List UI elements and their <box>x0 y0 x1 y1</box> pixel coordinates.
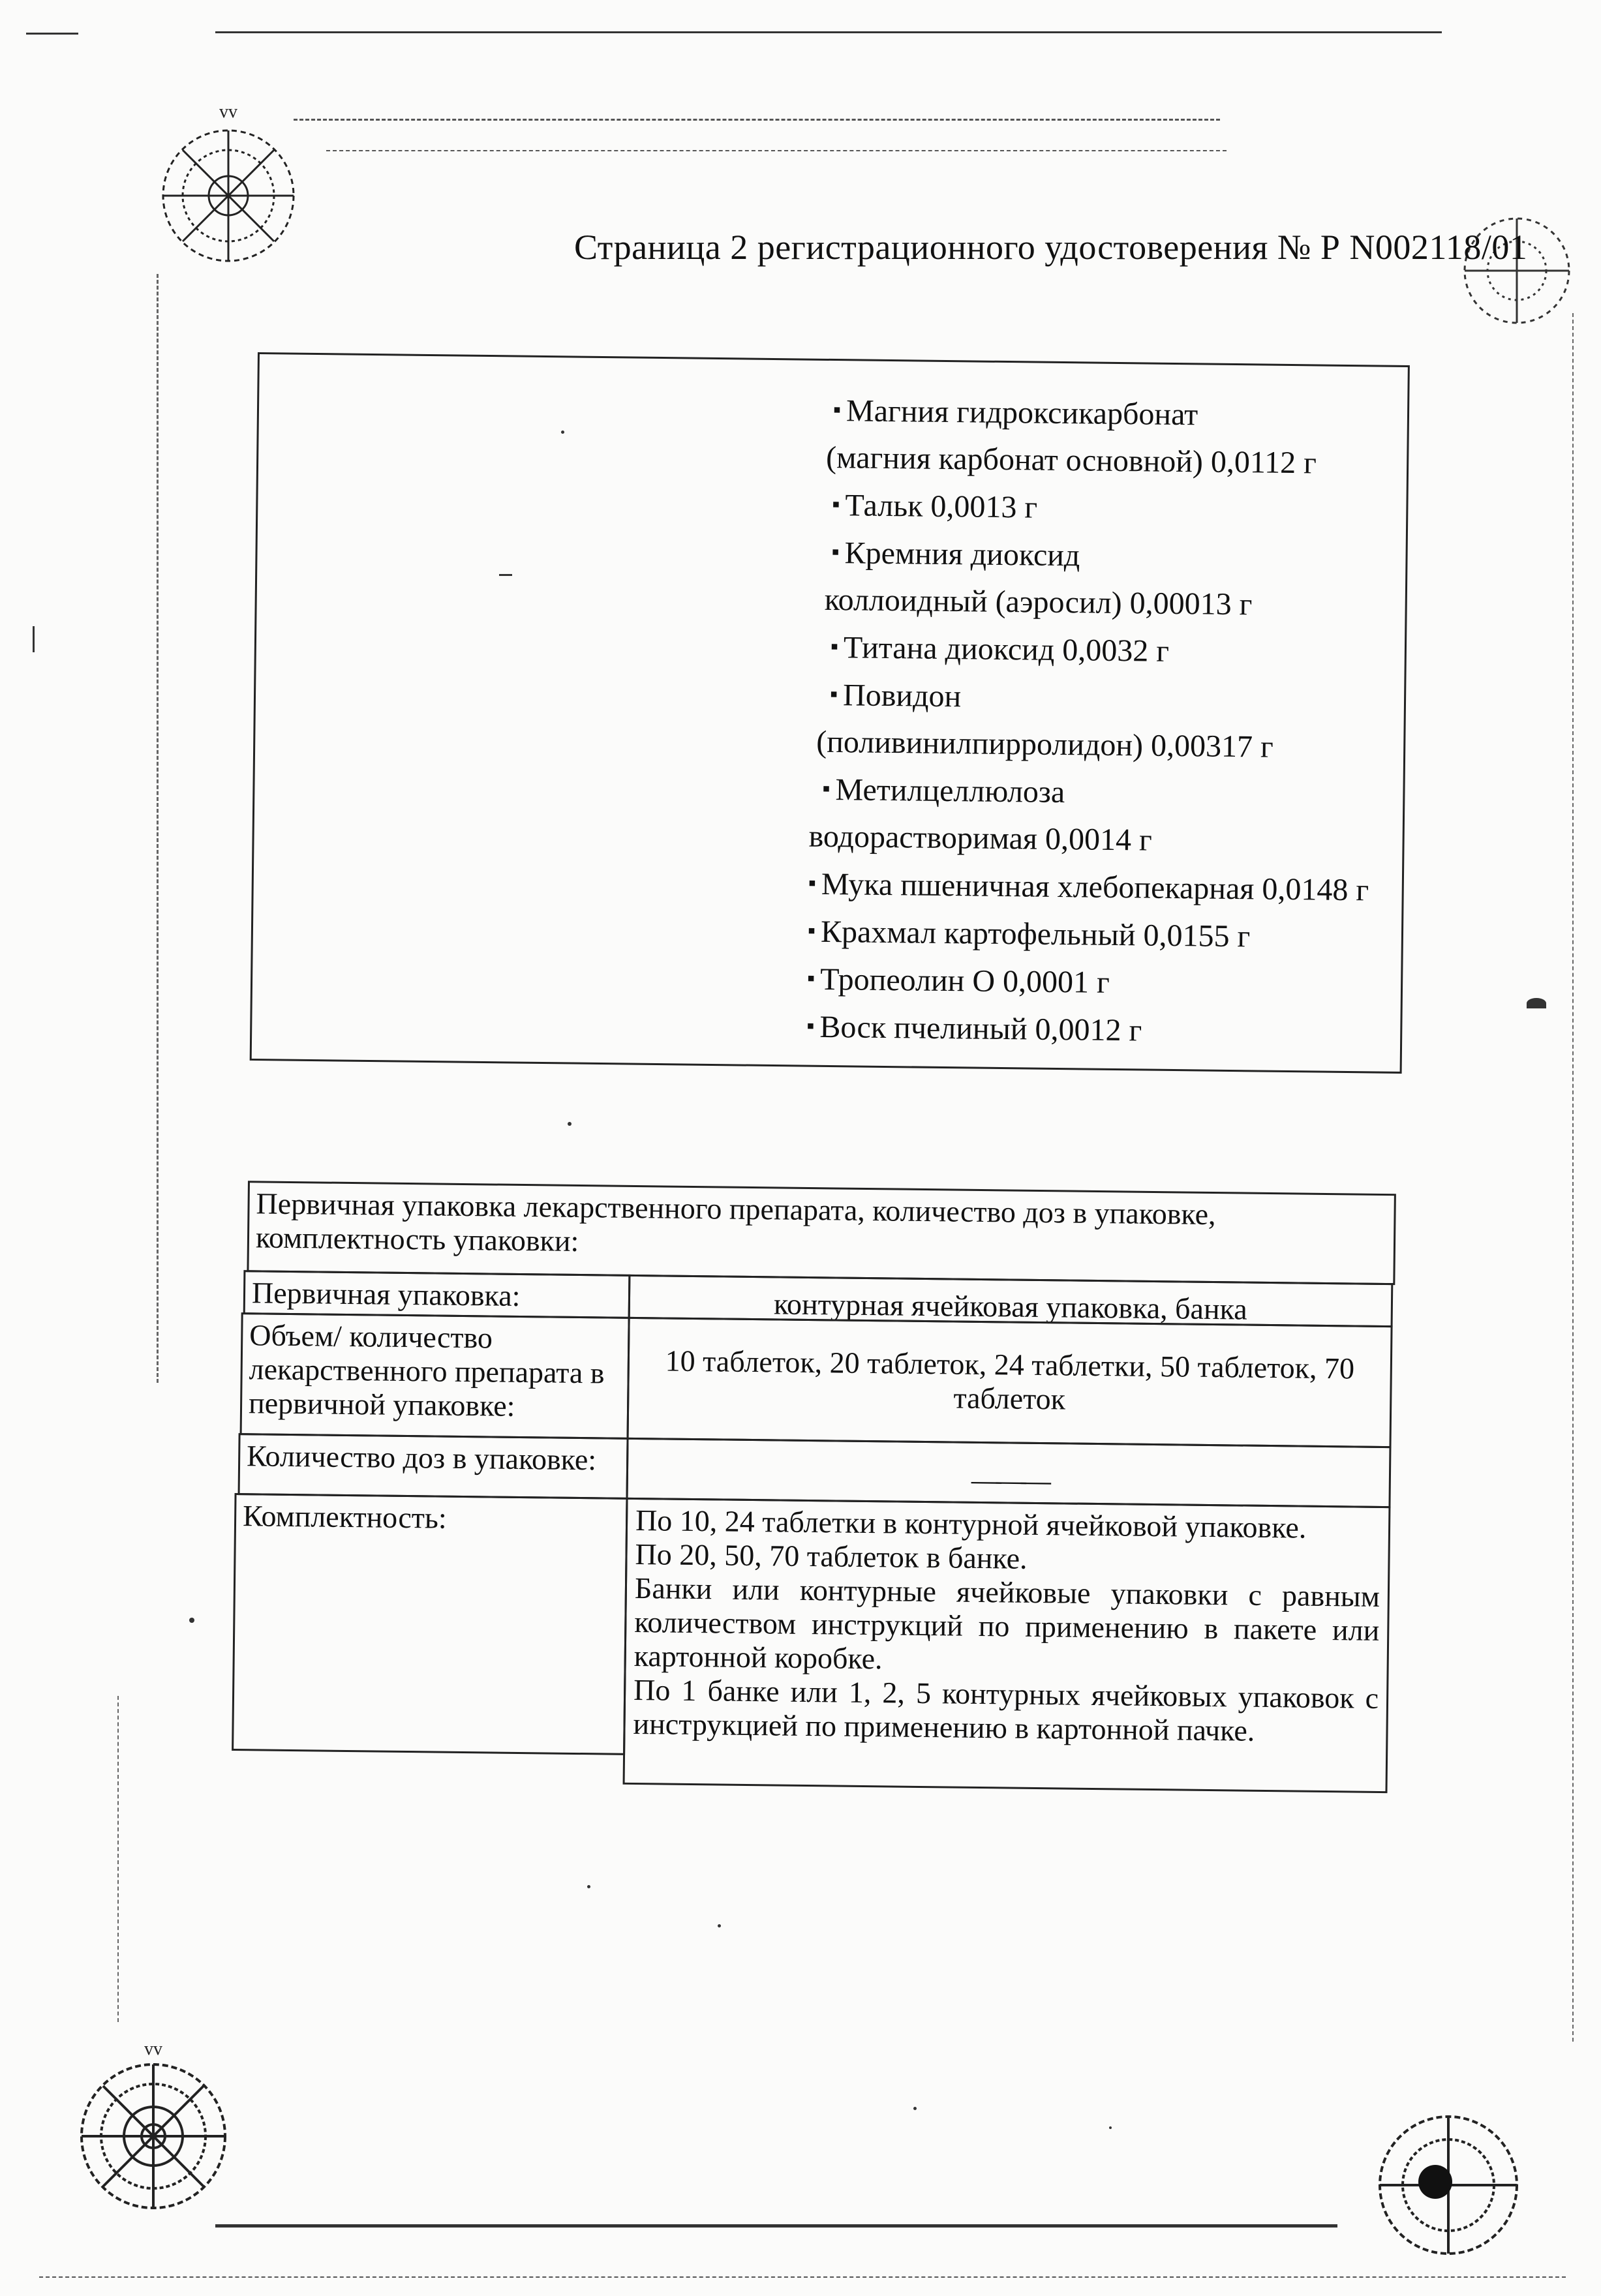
seal-top-right-icon <box>1442 196 1592 346</box>
scan-speck <box>568 1122 572 1126</box>
packaging-table <box>228 1181 1396 1813</box>
ingredient-line: ▪ Метилцеллюлоза <box>822 772 1065 810</box>
scan-speck <box>499 574 512 576</box>
svg-text:vv: vv <box>144 2039 162 2059</box>
scan-speck <box>913 2107 917 2110</box>
ingredient-line: ▪ Тропеолин О 0,0001 г <box>806 961 1110 1000</box>
ingredient-line: ▪ Повидон <box>829 678 962 714</box>
top-dashed-line-2 <box>326 150 1227 151</box>
packaging-table-title: Первичная упаковка лекарственного препарата, количество доз в упаковке, комплектность упаковки: <box>247 1181 1395 1285</box>
row-value-completeness <box>623 1498 1391 1793</box>
ingredient-line: ▪ Воск пчелиный 0,0012 г <box>806 1009 1142 1048</box>
bullet-icon: ▪ <box>830 634 839 659</box>
row-label-dose-count: Количество доз в упаковке: <box>238 1433 629 1500</box>
completeness-line: По 20, 50, 70 таблеток в банке. <box>635 1537 1028 1575</box>
bullet-icon: ▪ <box>832 398 842 423</box>
scan-speck <box>718 1924 721 1927</box>
scan-speck <box>1527 998 1546 1008</box>
ingredient-line: ▪ Мука пшеничная хлебопекарная 0,0148 г <box>808 866 1369 908</box>
bullet-icon: ▪ <box>806 1014 815 1038</box>
ingredient-line: водорастворимая 0,0014 г <box>808 819 1153 858</box>
bullet-icon: ▪ <box>822 776 831 801</box>
page-header: Страница 2 регистрационного удостоверения № Р N002118/01 <box>574 228 1528 267</box>
bullet-icon: ▪ <box>832 492 840 517</box>
svg-text:vv: vv <box>219 102 237 122</box>
bullet-icon: ▪ <box>807 918 816 943</box>
bottom-edge-line <box>215 2224 1337 2228</box>
composition-box <box>250 352 1410 1074</box>
ingredient-line: ▪ Магния гидроксикарбонат <box>832 393 1198 432</box>
row-value-dose-count: ——— <box>626 1438 1391 1508</box>
scan-speck <box>561 430 564 434</box>
seal-top-left-icon <box>130 98 326 294</box>
seal-bottom-right-icon <box>1350 2087 1546 2270</box>
ingredient-line: коллоидный (аэросил) 0,00013 г <box>824 582 1253 622</box>
ingredient-line: (поливинилпирролидон) 0,00317 г <box>816 724 1274 764</box>
right-dashed-line <box>1572 313 1574 2042</box>
left-dashed-line <box>157 274 159 1383</box>
ingredient-line: ▪ Титана диоксид 0,0032 г <box>830 630 1170 669</box>
completeness-line: По 1 банке или 1, 2, 5 контурных ячейковых упаковок с инструкцией по применению в картонной пачке. <box>633 1672 1379 1747</box>
scan-speck <box>189 1618 194 1623</box>
top-left-mark <box>26 33 78 35</box>
seal-bottom-left-icon <box>59 2035 248 2231</box>
bullet-icon: ▪ <box>806 966 816 991</box>
row-label-completeness: Комплектность: <box>232 1493 628 1755</box>
scan-speck <box>33 626 35 652</box>
completeness-line: По 10, 24 таблетки в контурной ячейковой упаковке. <box>635 1503 1307 1545</box>
bottom-dashed-line <box>39 2276 1566 2278</box>
top-dashed-line <box>294 119 1220 121</box>
completeness-line: Банки или контурные ячейковые упаковки с равным количеством инструкций по применению в пакете или картонной коробке. <box>633 1571 1380 1676</box>
ingredient-line: ▪ Тальк 0,0013 г <box>832 488 1038 525</box>
bullet-icon: ▪ <box>808 871 817 896</box>
row-label-volume: Объем/ количество лекарственного препарата в первичной упаковке: <box>240 1312 630 1440</box>
bullet-icon: ▪ <box>829 682 838 707</box>
row-label-primary-package: Первичная упаковка: <box>243 1270 631 1319</box>
ingredient-line: ▪ Кремния диоксид <box>831 536 1080 573</box>
top-edge-line <box>215 31 1442 33</box>
left-dashed-line-lower <box>117 1696 119 2022</box>
ingredient-line: (магния карбонат основной) 0,0112 г <box>825 440 1317 481</box>
row-value-primary-package: контурная ячейковая упаковка, банка <box>628 1275 1394 1327</box>
scan-speck <box>587 1885 590 1888</box>
ingredient-list <box>806 387 1420 1057</box>
ingredient-line: ▪ Крахмал картофельный 0,0155 г <box>807 914 1251 954</box>
row-value-volume: 10 таблеток, 20 таблеток, 24 таблетки, 50 таблеток, 70 таблеток <box>627 1317 1393 1448</box>
scan-speck <box>1109 2126 1112 2129</box>
bullet-icon: ▪ <box>831 539 840 565</box>
